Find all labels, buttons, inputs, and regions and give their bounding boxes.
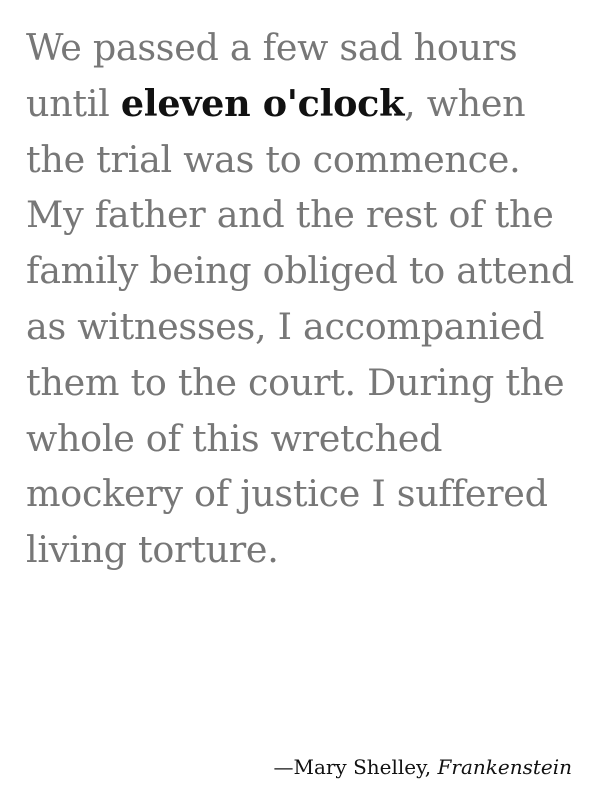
quote-text: [26, 20, 586, 578]
quote-highlight-time: eleven o'clock: [120, 81, 405, 125]
attribution-author: —Mary Shelley,: [273, 755, 438, 779]
attribution-work-title: Frankenstein: [437, 755, 572, 779]
quote-text-before: We passed a few sad hours until: [26, 26, 518, 125]
quote-text-after: , when the trial was to commence. My father and the rest of the family being obliged to attend as witnesses, I accompanied them to the court. During the whole of this wretched mockery of justice I suffered living torture.: [26, 81, 574, 572]
attribution: [273, 753, 572, 781]
